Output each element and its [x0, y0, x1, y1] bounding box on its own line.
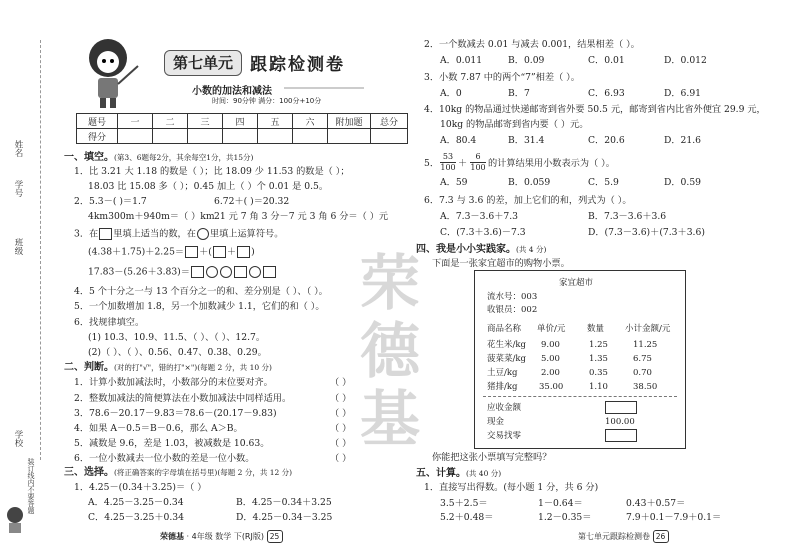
answer-box[interactable]	[234, 266, 247, 278]
receipt-cell: 6.75	[633, 354, 652, 364]
q2-b: 6.72＋( )＝20.32	[214, 196, 290, 207]
section-5-title: 五、计算。	[416, 468, 466, 479]
calc-6: 7.9＋0.1－7.9＋0.1＝	[626, 512, 722, 523]
choice-2-d: D．0.012	[664, 55, 707, 66]
section-1-title: 一、填空。	[64, 152, 114, 163]
choice-4-line2: 10kg 的物品邮寄到省内要（ ）元。	[440, 119, 589, 130]
school-label: 学校	[13, 430, 23, 447]
choice-5: 的计算结果用小数表示为（ ）。	[488, 158, 615, 169]
judge-answer-1[interactable]: （ ）	[330, 377, 352, 388]
q3-text-c: 里填上运算符号。	[209, 228, 284, 240]
receipt-due-box[interactable]	[605, 401, 637, 414]
choice-6-a: A．7.3－3.6＋7.3	[440, 211, 519, 222]
page-number-left: 25	[267, 530, 283, 543]
th-2: 二	[153, 114, 188, 129]
q3-text-b: 里填上适当的数，在	[113, 228, 196, 240]
choice-3: 3．小数 7.87 中的两个“7”相差（ ）。	[424, 72, 580, 83]
score-row-label: 得分	[77, 129, 118, 144]
receipt-cell: 1.25	[589, 340, 608, 350]
choice-2: 2．一个数减去 0.01 与减去 0.001，结果相差（ ）。	[424, 39, 640, 50]
calc-3: 0.43＋0.57＝	[626, 498, 686, 509]
th-8: 总分	[371, 114, 408, 129]
id-label: 学号	[13, 180, 23, 197]
name-label: 姓名	[13, 140, 23, 157]
calc-1: 3.5＋2.5＝	[440, 498, 488, 509]
mascot-icon	[78, 36, 146, 110]
calc-2: 1－0.64＝	[538, 498, 583, 509]
watermark: 荣德基	[360, 249, 420, 455]
score-cell[interactable]	[188, 129, 223, 144]
receipt-serial: 流水号：003	[487, 292, 538, 302]
receipt-cell: 2.00	[541, 368, 560, 378]
time-score-meta: 时间：90分钟 满分：100分+10分	[212, 97, 322, 105]
receipt-col-subtotal: 小计金额/元	[625, 324, 671, 334]
q1-line2: 18.03 比 15.08 多（ ）；0.45 加上（ ）个 0.01 是 0.5。	[88, 181, 329, 192]
receipt-col-name: 商品名称	[487, 324, 522, 334]
decor-line	[284, 78, 364, 98]
th-1: 一	[118, 114, 153, 129]
q5: 5．一个加数增加 1.8，另一个加数减少 1.1，它们的和（ ）。	[74, 301, 325, 312]
answer-box[interactable]	[191, 266, 204, 278]
th-0: 题号	[77, 114, 118, 129]
judge-answer-6[interactable]: （ ）	[330, 453, 352, 464]
receipt-cell: 0.70	[633, 368, 652, 378]
choice-5-c: C．5.9	[588, 177, 619, 188]
score-row	[77, 129, 408, 144]
q6-b: (2)（ ）、（ ）、0.56、0.47、0.38、0.29。	[88, 347, 267, 358]
fraction-2-denominator: 100	[470, 163, 486, 172]
choice-3-b: B．7	[508, 88, 530, 99]
receipt-change-label: 交易找零	[487, 431, 522, 441]
section-3-title: 三、选择。	[64, 467, 114, 478]
score-cell[interactable]	[293, 129, 328, 144]
choice-6-b: B．7.3－3.6＋3.6	[588, 211, 667, 222]
receipt	[474, 270, 686, 449]
judge-answer-3[interactable]: （ ）	[330, 408, 352, 419]
choice-5-d: D．0.59	[664, 177, 702, 188]
fraction-1-numerator: 53	[440, 152, 456, 163]
page-number-right: 26	[653, 530, 669, 543]
section-2-note: (对的打"√"，错的打"×")(每题 2 分，共 10 分)	[114, 363, 272, 372]
judge-3: 3．78.6－20.17－9.83＝78.6－(20.17－9.83)	[74, 408, 277, 419]
footer-brand: 荣德基	[160, 532, 184, 541]
score-cell[interactable]	[223, 129, 258, 144]
subtitle: 小数的加法和减法	[192, 86, 272, 97]
binding-line	[40, 40, 41, 460]
judge-1: 1．计算小数加减法时，小数部分的末位要对齐。	[74, 377, 273, 388]
th-7: 附加题	[328, 114, 371, 129]
choice-4-line1: 4．10kg 的物品通过快递邮寄到省外要 50.5 元，邮寄到省内比省外便宜 29.9 元，	[424, 104, 766, 115]
receipt-cell: 0.35	[589, 368, 608, 378]
score-cell[interactable]	[153, 129, 188, 144]
q3-expr2: 17.83－(5.26＋3.83)＝	[88, 266, 190, 278]
receipt-cell: 38.50	[633, 382, 658, 392]
judge-answer-4[interactable]: （ ）	[330, 423, 352, 434]
th-5: 五	[258, 114, 293, 129]
score-cell[interactable]	[371, 129, 408, 144]
section-4-intro: 下面是一张家宜超市的购物小票。	[432, 258, 570, 269]
receipt-cash-label: 现金	[487, 417, 505, 427]
calc-5: 1.2－0.35＝	[538, 512, 592, 523]
choice-6-c: C．(7.3＋3.6)－7.3	[440, 227, 526, 238]
choice-4-d: D．21.6	[664, 135, 702, 146]
answer-box[interactable]	[237, 246, 250, 258]
answer-circle[interactable]	[206, 266, 218, 278]
q6-a: (1) 10.3、10.9、11.5、（ ）、（ ）、12.7。	[88, 332, 266, 343]
binding-strip	[0, 0, 58, 546]
q6: 6．找规律填空。	[74, 317, 145, 328]
choice-6-d: D．(7.3－3.6)＋(7.3＋3.6)	[588, 227, 705, 238]
receipt-cell: 35.00	[539, 382, 564, 392]
binding-note: 装订线内不要答题	[27, 458, 35, 514]
choice-3-c: C．6.93	[588, 88, 625, 99]
mascot-small-icon	[2, 505, 28, 535]
choice-1-a: A．4.25－3.25－0.34	[88, 497, 184, 508]
answer-circle[interactable]	[249, 266, 261, 278]
box-shape-icon	[99, 228, 112, 240]
choice-1: 1．4.25－(0.34＋3.25)＝（ ）	[74, 482, 207, 493]
judge-2: 2．整数加减法的简便算法在小数加减法中同样适用。	[74, 393, 292, 404]
choice-2-c: C．0.01	[588, 55, 625, 66]
receipt-due-label: 应收金额	[487, 403, 522, 413]
choice-2-a: A．0.011	[440, 55, 483, 66]
receipt-change-box[interactable]	[605, 429, 637, 442]
receipt-cell: 猪排/kg	[487, 382, 518, 392]
receipt-store: 家宜超市	[559, 278, 594, 288]
receipt-cashier: 收银员：002	[487, 305, 538, 315]
q1-line1: 1．比 3.21 大 1.18 的数是（ ）；比 18.09 少 11.53 的数是（ ）；	[74, 166, 350, 177]
answer-box[interactable]	[185, 246, 198, 258]
receipt-cell: 花生米/kg	[487, 340, 526, 350]
section-4-question: 你能把这张小票填写完整吗？	[432, 452, 552, 463]
unit-label: 第七单元	[164, 50, 242, 76]
judge-4: 4．如果 A－0.5＝B－0.6，那么 A＞B。	[74, 423, 243, 434]
th-6: 六	[293, 114, 328, 129]
choice-3-a: A．0	[440, 88, 462, 99]
q4: 4．5 个十分之一与 13 个百分之一的和、差分别是（ ）、（ ）。	[74, 286, 328, 297]
receipt-cell: 1.35	[589, 354, 608, 364]
choice-1-b: B．4.25－0.34＋3.25	[236, 497, 332, 508]
receipt-cell: 土豆/kg	[487, 368, 518, 378]
choice-1-d: D．4.25－0.34－3.25	[236, 512, 333, 523]
section-4-title: 四、我是小小实践家。	[416, 244, 516, 255]
header-banner	[74, 36, 374, 108]
judge-answer-2[interactable]: （ ）	[330, 393, 352, 404]
choice-6: 6．7.3 与 3.6 的差，加上它们的和，列式为（ ）。	[424, 195, 632, 206]
receipt-cash-value: 100.00	[605, 417, 635, 427]
q2-d: 21 元 7 角 3 分－7 元 3 角 6 分＝（ ）元	[214, 211, 389, 222]
judge-5: 5．减数是 9.6，差是 1.03，被减数是 10.63。	[74, 438, 270, 449]
receipt-cell: 9.00	[541, 340, 560, 350]
score-table-header	[77, 114, 408, 129]
answer-circle[interactable]	[220, 266, 232, 278]
choice-5-b: B．0.059	[508, 177, 551, 188]
section-1-note: (第3、6题每2分，其余每空1分，共15分)	[114, 153, 254, 162]
choice-4-c: C．20.6	[588, 135, 625, 146]
class-label: 班级	[13, 238, 23, 255]
th-4: 四	[223, 114, 258, 129]
judge-6: 6．一位小数减去一位小数的差是一位小数。	[74, 453, 255, 464]
choice-5-a: A．59	[440, 177, 468, 188]
footer-info: 4年级 数学 下(RJ版)	[191, 532, 264, 541]
footer-tag-right: 第七单元跟踪检测卷	[578, 532, 650, 541]
receipt-col-price: 单价/元	[537, 324, 566, 334]
q3-expr1: (4.38＋1.75)＋2.25＝	[88, 246, 185, 258]
fraction-2-numerator: 6	[470, 152, 486, 163]
answer-box[interactable]	[263, 266, 276, 278]
fraction-1-denominator: 100	[440, 163, 456, 172]
receipt-divider	[483, 396, 677, 397]
circle-shape-icon	[197, 228, 209, 240]
th-3: 三	[188, 114, 223, 129]
answer-box[interactable]	[213, 246, 226, 258]
receipt-cell: 11.25	[633, 340, 658, 350]
q2-c: 4km300m＋940m＝（ ）km	[88, 211, 215, 222]
choice-3-d: D．6.91	[664, 88, 702, 99]
section-2-title: 二、判断。	[64, 362, 114, 373]
choice-1-c: C．4.25－3.25＋0.34	[88, 512, 184, 523]
score-cell[interactable]	[258, 129, 293, 144]
q2-a: 2．5.3－( )＝1.7	[74, 196, 147, 207]
receipt-col-qty: 数量	[587, 324, 605, 334]
score-table	[76, 113, 408, 144]
receipt-cell: 1.10	[589, 382, 608, 392]
section-4-note: (共 4 分)	[516, 245, 547, 254]
section-5-note: (共 40 分)	[466, 469, 502, 478]
section-5-part-1: 1．直接写出得数。(每小题 1 分，共 6 分)	[424, 482, 599, 493]
receipt-cell: 5.00	[541, 354, 560, 364]
score-cell[interactable]	[118, 129, 153, 144]
test-title: 跟踪检测卷	[250, 55, 345, 75]
calc-4: 5.2＋0.48＝	[440, 512, 494, 523]
choice-4-b: B．31.4	[508, 135, 545, 146]
choice-4-a: A．80.4	[440, 135, 477, 146]
judge-answer-5[interactable]: （ ）	[330, 438, 352, 449]
section-3-note: (将正确答案的字母填在括号里)(每题 2 分，共 12 分)	[114, 468, 293, 477]
score-cell[interactable]	[328, 129, 371, 144]
q3-text: 3．在	[74, 228, 99, 240]
choice-2-b: B．0.09	[508, 55, 545, 66]
receipt-cell: 菠菜菜/kg	[487, 354, 526, 364]
